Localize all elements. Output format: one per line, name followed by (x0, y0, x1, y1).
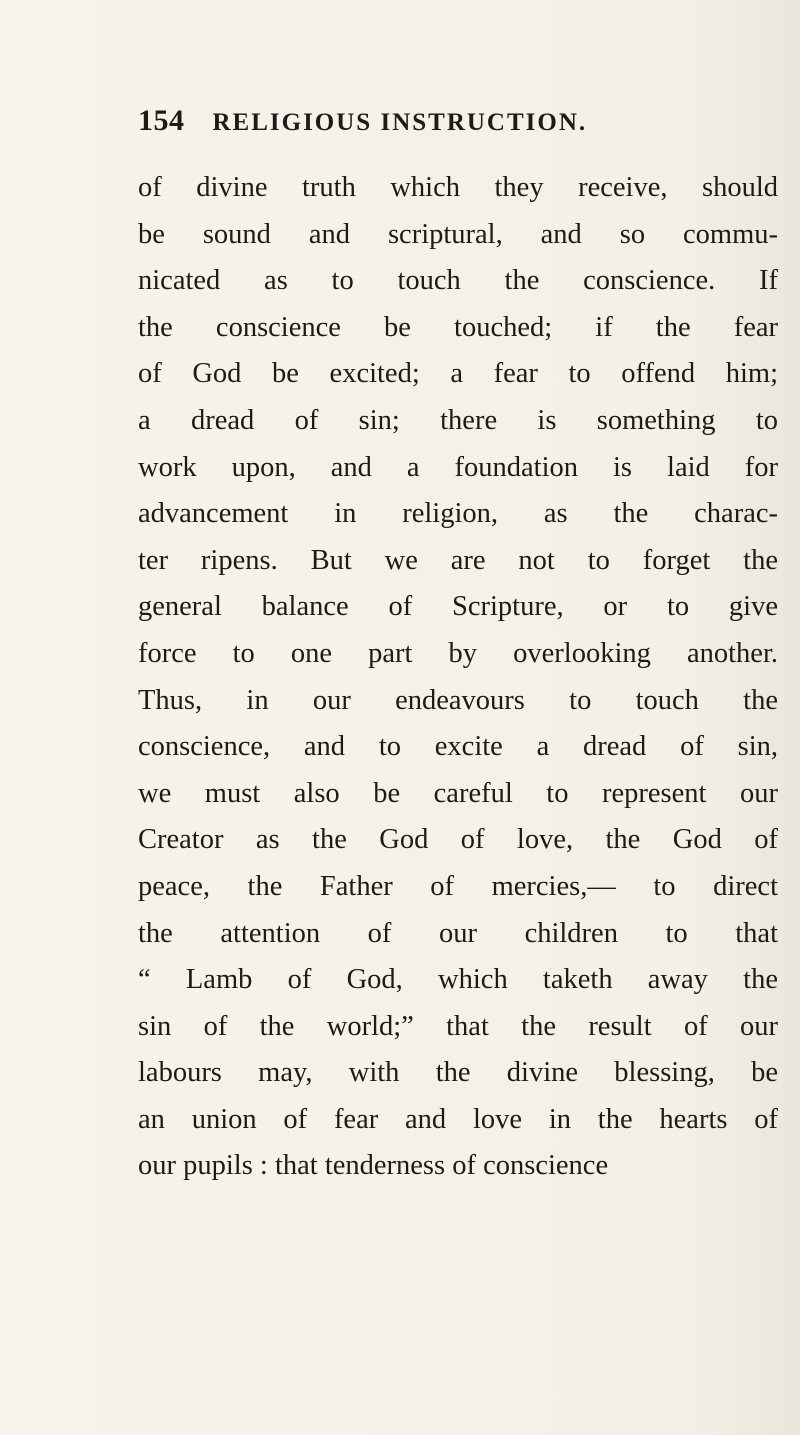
text-line: Thus, in our endeavours to touch the (138, 684, 778, 716)
page-number: 154 (138, 104, 185, 137)
text-line: general balance of Scripture, or to give (138, 591, 778, 623)
text-line: of God be excited; a fear to offend him; (138, 358, 778, 390)
text-line: work upon, and a foundation is laid for (138, 451, 778, 483)
text-line: labours may, with the divine blessing, be (138, 1057, 778, 1089)
text-line: the attention of our children to that (138, 917, 778, 949)
text-line: Creator as the God of love, the God of (138, 824, 778, 856)
text-line: be sound and scriptural, and so commu- (138, 218, 778, 250)
text-line: a dread of sin; there is something to (138, 404, 778, 436)
text-line: our pupils : that tenderness of conscience (138, 1150, 609, 1182)
running-head: RELIGIOUS INSTRUCTION. (212, 109, 588, 136)
page-header (138, 104, 778, 144)
text-line: an union of fear and love in the hearts of (138, 1103, 778, 1135)
text-line: of divine truth which they receive, should (138, 172, 778, 203)
text-line: peace, the Father of mercies,— to direct (138, 870, 778, 902)
text-line: the conscience be touched; if the fear (138, 311, 778, 343)
text-line: nicated as to touch the conscience. If (138, 265, 778, 297)
body-text (138, 165, 778, 1190)
text-line: advancement in religion, as the charac- (138, 498, 778, 530)
text-line: force to one part by overlooking another. (138, 637, 778, 669)
text-line: ter ripens. But we are not to forget the (138, 544, 778, 576)
text-line: sin of the world;” that the result of our (138, 1010, 778, 1042)
text-line: we must also be careful to represent our (138, 777, 778, 809)
text-line: “ Lamb of God, which taketh away the (138, 964, 778, 996)
text-line: conscience, and to excite a dread of sin, (138, 731, 778, 763)
